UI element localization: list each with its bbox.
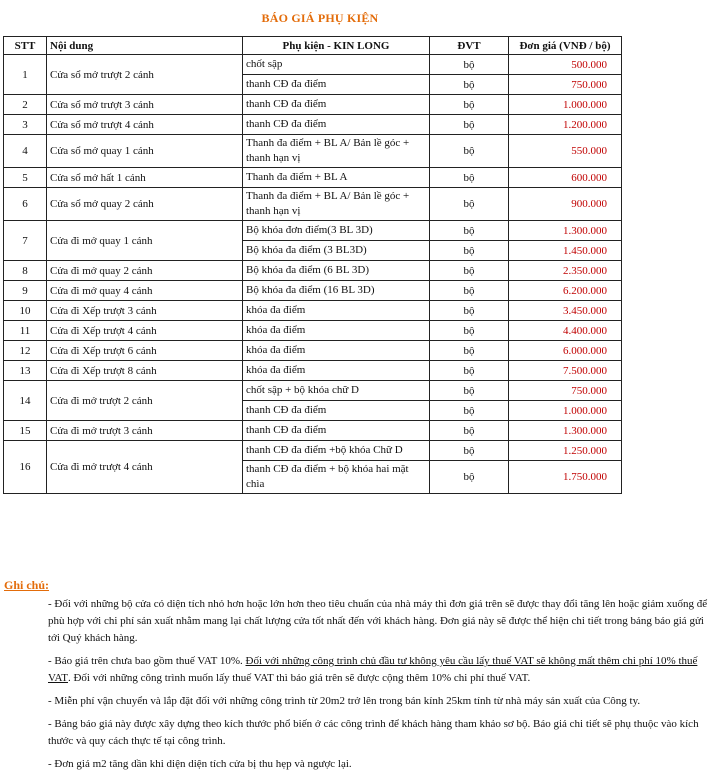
- table-row: [4, 221, 622, 241]
- table-row: [4, 361, 622, 381]
- cell-stt: 3: [4, 115, 47, 135]
- notes-section: [48, 596, 716, 779]
- cell-content: Cửa sổ mở quay 2 cánh: [47, 188, 243, 221]
- table-row: [4, 55, 622, 75]
- note-4: - Bảng báo giá này được xây dựng theo kích thước phổ biến ở các công trình để khách hàng tham khảo sơ bộ. Báo giá chi tiết sẽ phụ thuộc vào kích thước và quy cách thực tế tại công trình.: [48, 718, 699, 747]
- cell-content: Cửa đi mở quay 2 cánh: [47, 261, 243, 281]
- table-row: [4, 168, 622, 188]
- cell-unit: bộ: [430, 461, 509, 494]
- cell-unit: bộ: [430, 281, 509, 301]
- cell-accessory: thanh CĐ đa điểm: [243, 421, 430, 441]
- cell-unit: bộ: [430, 341, 509, 361]
- cell-stt: 1: [4, 55, 47, 95]
- cell-unit: bộ: [430, 188, 509, 221]
- cell-content: Cửa đi mở quay 4 cánh: [47, 281, 243, 301]
- table-row: [4, 301, 622, 321]
- cell-unit: bộ: [430, 401, 509, 421]
- cell-price: 1.450.000: [509, 241, 622, 261]
- cell-unit: bộ: [430, 75, 509, 95]
- page-title: BÁO GIÁ PHỤ KIỆN: [261, 11, 379, 25]
- cell-accessory: Thanh đa điểm + BL A/ Bản lề góc + thanh hạn vị: [243, 188, 430, 221]
- cell-unit: bộ: [430, 221, 509, 241]
- cell-stt: 7: [4, 221, 47, 261]
- cell-content: Cửa sổ mở trượt 4 cánh: [47, 115, 243, 135]
- cell-price: 6.200.000: [509, 281, 622, 301]
- cell-accessory: Bộ khóa đa điểm (6 BL 3D): [243, 261, 430, 281]
- cell-accessory: thanh CĐ đa điểm: [243, 401, 430, 421]
- cell-stt: 5: [4, 168, 47, 188]
- note-1: - Đối với những bộ cửa có diện tích nhỏ hơn hoặc lớn hơn theo tiêu chuẩn của nhà máy thì đơn giá trên sẽ được thay đổi tăng lên hoặc giảm xuống để phù hợp với chi phí sản xuất nhằm mang lại chất lượng cửa tốt nhất đến với khách hàng. Đơn giá này sẽ được thể hiện chi tiết trong bảng báo giá gửi tới Quý khách hàng.: [48, 598, 708, 644]
- note-2-part-c: . Đối với những công trình muốn lấy thuế VAT thì báo giá trên sẽ được cộng thêm 10% chi phí thuế VAT.: [67, 672, 531, 684]
- cell-content: Cửa đi mở trượt 3 cánh: [47, 421, 243, 441]
- cell-price: 1.750.000: [509, 461, 622, 494]
- cell-unit: bộ: [430, 381, 509, 401]
- table-row: [4, 421, 622, 441]
- header-unit: ĐVT: [430, 37, 509, 55]
- table-row: [4, 115, 622, 135]
- notes-title: Ghi chú:: [4, 578, 50, 592]
- cell-stt: 15: [4, 421, 47, 441]
- cell-stt: 2: [4, 95, 47, 115]
- note-2: [48, 653, 716, 687]
- cell-accessory: Bộ khóa đa điểm (3 BL3D): [243, 241, 430, 261]
- cell-content: Cửa đi mở trượt 4 cánh: [47, 441, 243, 494]
- cell-stt: 6: [4, 188, 47, 221]
- header-accessory: Phụ kiện - KIN LONG: [243, 37, 430, 55]
- cell-price: 1.200.000: [509, 115, 622, 135]
- cell-stt: 9: [4, 281, 47, 301]
- cell-stt: 16: [4, 441, 47, 494]
- cell-unit: bộ: [430, 441, 509, 461]
- cell-accessory: Thanh đa điểm + BL A: [243, 168, 430, 188]
- cell-content: Cửa sổ mở trượt 3 cánh: [47, 95, 243, 115]
- table-row: [4, 341, 622, 361]
- cell-content: Cửa đi Xếp trượt 6 cánh: [47, 341, 243, 361]
- cell-price: 2.350.000: [509, 261, 622, 281]
- cell-unit: bộ: [430, 361, 509, 381]
- table-row: [4, 321, 622, 341]
- cell-price: 7.500.000: [509, 361, 622, 381]
- cell-unit: bộ: [430, 168, 509, 188]
- cell-accessory: thanh CĐ đa điểm: [243, 115, 430, 135]
- cell-price: 1.000.000: [509, 95, 622, 115]
- cell-price: 1.300.000: [509, 221, 622, 241]
- cell-price: 600.000: [509, 168, 622, 188]
- price-table: [3, 36, 622, 494]
- cell-stt: 10: [4, 301, 47, 321]
- cell-price: 1.000.000: [509, 401, 622, 421]
- cell-unit: bộ: [430, 261, 509, 281]
- cell-unit: bộ: [430, 95, 509, 115]
- cell-price: 3.450.000: [509, 301, 622, 321]
- cell-unit: bộ: [430, 321, 509, 341]
- cell-accessory: khóa đa điểm: [243, 301, 430, 321]
- cell-content: Cửa đi mở quay 1 cánh: [47, 221, 243, 261]
- cell-content: Cửa đi Xếp trượt 8 cánh: [47, 361, 243, 381]
- cell-unit: bộ: [430, 301, 509, 321]
- cell-accessory: Thanh đa điểm + BL A/ Bản lề góc + thanh hạn vị: [243, 135, 430, 168]
- cell-accessory: khóa đa điểm: [243, 321, 430, 341]
- table-row: [4, 381, 622, 401]
- note-5: - Đơn giá m2 tăng dần khi diện diện tích cửa bị thu hẹp và ngược lại.: [48, 758, 352, 770]
- cell-accessory: khóa đa điểm: [243, 341, 430, 361]
- cell-accessory: thanh CĐ đa điểm: [243, 95, 430, 115]
- cell-accessory: chốt sập: [243, 55, 430, 75]
- cell-stt: 14: [4, 381, 47, 421]
- cell-content: Cửa sổ mở trượt 2 cánh: [47, 55, 243, 95]
- cell-price: 550.000: [509, 135, 622, 168]
- header-price: Đơn giá (VNĐ / bộ): [509, 37, 622, 55]
- cell-price: 900.000: [509, 188, 622, 221]
- cell-price: 750.000: [509, 381, 622, 401]
- cell-accessory: thanh CĐ đa điểm +bộ khóa Chữ D: [243, 441, 430, 461]
- cell-unit: bộ: [430, 241, 509, 261]
- cell-stt: 4: [4, 135, 47, 168]
- cell-stt: 11: [4, 321, 47, 341]
- cell-unit: bộ: [430, 421, 509, 441]
- table-row: [4, 135, 622, 168]
- cell-content: Cửa sổ mở hất 1 cánh: [47, 168, 243, 188]
- cell-price: 6.000.000: [509, 341, 622, 361]
- header-stt: STT: [4, 37, 47, 55]
- cell-price: 750.000: [509, 75, 622, 95]
- note-2-part-a: - Báo giá trên chưa bao gồm thuế VAT 10%.: [48, 655, 246, 667]
- cell-accessory: thanh CĐ đa điểm: [243, 75, 430, 95]
- cell-accessory: thanh CĐ đa điểm + bộ khóa hai mặt chìa: [243, 461, 430, 494]
- table-row: [4, 441, 622, 461]
- cell-content: Cửa đi mở trượt 2 cánh: [47, 381, 243, 421]
- cell-unit: bộ: [430, 55, 509, 75]
- cell-accessory: Bộ khóa đa điểm (16 BL 3D): [243, 281, 430, 301]
- cell-stt: 12: [4, 341, 47, 361]
- table-row: [4, 188, 622, 221]
- cell-price: 1.250.000: [509, 441, 622, 461]
- cell-price: 4.400.000: [509, 321, 622, 341]
- note-2-part-b: Đối với những công trình chủ đầu tư không yêu cầu lấy thuế VAT sẽ không mất thêm chi phí 10% thuế VAT: [48, 655, 698, 684]
- header-content: Nội dung: [47, 37, 243, 55]
- cell-content: Cửa đi Xếp trượt 4 cánh: [47, 321, 243, 341]
- table-row: [4, 281, 622, 301]
- cell-price: 500.000: [509, 55, 622, 75]
- cell-accessory: chốt sập + bộ khóa chữ D: [243, 381, 430, 401]
- cell-stt: 13: [4, 361, 47, 381]
- table-row: [4, 95, 622, 115]
- cell-content: Cửa sổ mở quay 1 cánh: [47, 135, 243, 168]
- cell-unit: bộ: [430, 115, 509, 135]
- table-header-row: [4, 37, 622, 55]
- cell-price: 1.300.000: [509, 421, 622, 441]
- cell-accessory: khóa đa điểm: [243, 361, 430, 381]
- cell-stt: 8: [4, 261, 47, 281]
- table-row: [4, 261, 622, 281]
- cell-accessory: Bộ khóa đơn điểm(3 BL 3D): [243, 221, 430, 241]
- note-3: - Miễn phí vận chuyển và lắp đặt đối với những công trình từ 20m2 trở lên trong bán kính 25km tính từ nhà máy sản xuất của Công ty.: [48, 695, 641, 707]
- cell-unit: bộ: [430, 135, 509, 168]
- cell-content: Cửa đi Xếp trượt 3 cánh: [47, 301, 243, 321]
